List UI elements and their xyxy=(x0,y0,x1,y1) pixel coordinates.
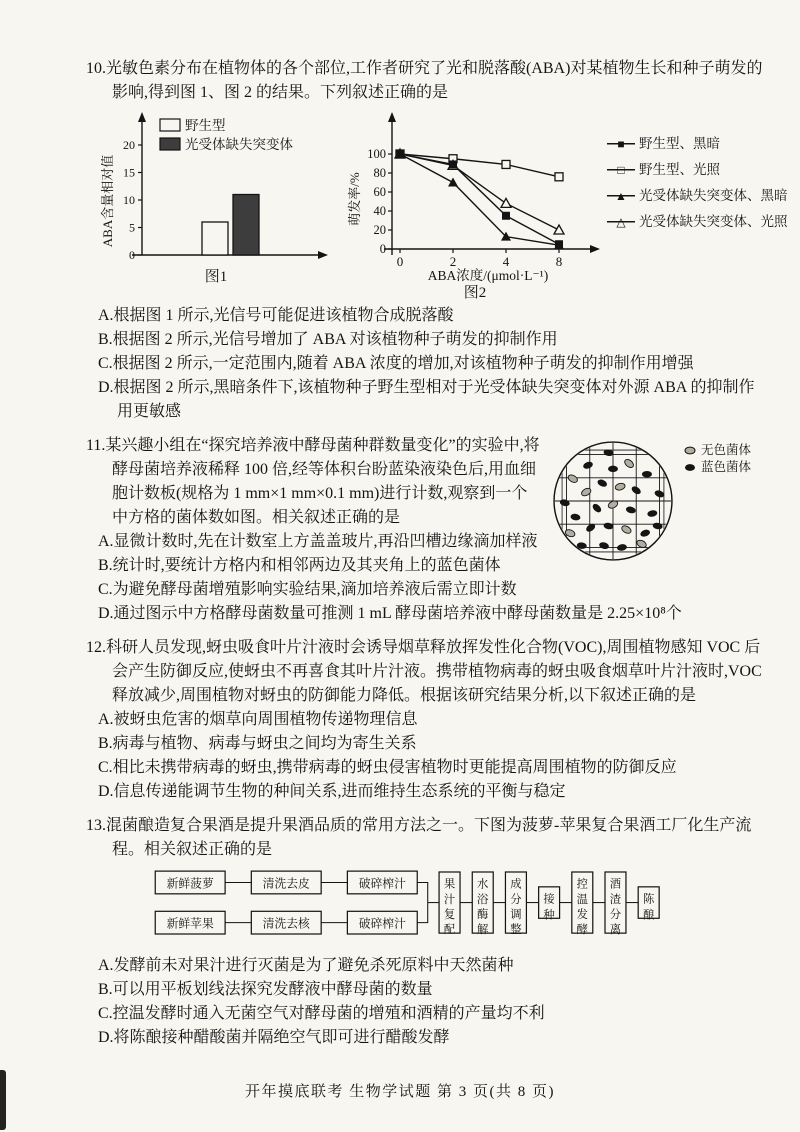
option: B.统计时,要统计方格内和相邻两边及其夹角上的蓝色菌体 xyxy=(98,557,501,574)
svg-text:接: 接 xyxy=(543,893,555,906)
question-10-options xyxy=(86,304,768,424)
option: D.根据图 2 所示,黑暗条件下,该植物种子野生型相对于光受体缺失突变体对外源 ABA 的抑制作用更敏感 xyxy=(98,379,755,420)
svg-text:8: 8 xyxy=(555,254,563,269)
legend-item xyxy=(606,157,788,183)
svg-text:发: 发 xyxy=(576,908,588,921)
legend-label: 野生型、黑暗 xyxy=(639,136,720,151)
option: B.可以用平板划线法探究发酵液中酵母菌的数量 xyxy=(98,981,433,998)
footer-text: 开年摸底联考 生物学试题 第 3 页(共 8 页) xyxy=(245,1084,555,1100)
svg-text:光受体缺失突变体: 光受体缺失突变体 xyxy=(185,137,293,152)
figure-2 xyxy=(346,109,788,302)
svg-text:60: 60 xyxy=(373,185,386,199)
svg-text:种: 种 xyxy=(543,909,555,922)
svg-text:5: 5 xyxy=(129,220,135,235)
question-10 xyxy=(86,57,788,424)
svg-text:萌发率/%: 萌发率/% xyxy=(347,172,362,226)
option: C.为避免酵母菌增殖影响实验结果,滴加培养液后需立即计数 xyxy=(98,581,517,598)
legend-label: 无色菌体 xyxy=(701,443,752,457)
question-10-stem: 10.光敏色素分布在植物体的各个部位,工作者研究了光和脱落酸(ABA)对某植物生长和种子萌发的影响,得到图 1、图 2 的结果。下列叙述正确的是 xyxy=(86,60,763,101)
hemocytometer-figure xyxy=(546,434,768,568)
page-content xyxy=(86,57,788,1060)
option: C.控温发酵时通入无菌空气对酵母菌的增殖和酒精的产量均不利 xyxy=(98,1005,545,1022)
question-11-stem: 11.某兴趣小组在“探究培养液中酵母菌种群数量变化”的实验中,将酵母菌培养液稀释 100 倍,经等体积台盼蓝染液染色后,用血细胞计数板(规格为 1 mm×1 mm×0.1 mm)进行计数,观察到一个中方格的菌体数如图。相关叙述正确的是 xyxy=(86,437,540,526)
svg-text:20: 20 xyxy=(373,223,386,237)
legend-label: 光受体缺失突变体、光照 xyxy=(639,214,788,229)
svg-text:分: 分 xyxy=(609,908,622,921)
question-13-stem: 13.混菌酿造复合果酒是提升果酒品质的常用方法之一。下图为菠萝-苹果复合果酒工厂化生产流程。相关叙述正确的是 xyxy=(86,817,752,858)
svg-text:整: 整 xyxy=(510,924,522,937)
svg-text:10: 10 xyxy=(123,193,135,207)
legend-item xyxy=(606,131,788,157)
svg-text:酿: 酿 xyxy=(643,909,655,922)
option: B.病毒与植物、病毒与蚜虫之间均为寄生关系 xyxy=(98,735,417,752)
question-11 xyxy=(86,434,768,626)
svg-text:清洗去核: 清洗去核 xyxy=(262,916,310,931)
svg-text:陈: 陈 xyxy=(643,893,655,906)
colorless-cell-icon xyxy=(682,445,698,456)
option: A.显微计数时,先在计数室上方盖盖玻片,再沿凹槽边缘滴加样液 xyxy=(98,533,538,550)
legend-item xyxy=(682,459,751,476)
hemocytometer-diagram xyxy=(546,434,680,568)
series-marker-icon: ■ xyxy=(606,131,636,157)
hemocytometer-legend xyxy=(682,442,751,476)
svg-text:0: 0 xyxy=(396,254,404,269)
svg-text:浴: 浴 xyxy=(477,893,489,906)
series-marker-icon: ▲ xyxy=(606,183,636,209)
svg-text:汁: 汁 xyxy=(443,893,456,906)
svg-text:破碎榨汁: 破碎榨汁 xyxy=(358,876,406,891)
svg-text:酶: 酶 xyxy=(477,908,489,921)
page-footer xyxy=(0,1080,800,1101)
option: D.信息传递能调节生物的种间关系,进而维持生态系统的平衡与稳定 xyxy=(98,783,566,800)
option: B.根据图 2 所示,光信号增加了 ABA 对该植物种子萌发的抑制作用 xyxy=(98,331,558,348)
svg-text:20: 20 xyxy=(123,138,135,152)
svg-text:果: 果 xyxy=(443,878,456,891)
svg-text:控: 控 xyxy=(576,878,588,891)
svg-text:2: 2 xyxy=(449,254,457,269)
figure-2-caption: 图2 xyxy=(463,285,487,301)
svg-text:解: 解 xyxy=(477,924,489,937)
question-13-options xyxy=(86,954,768,1050)
svg-text:分: 分 xyxy=(510,893,522,906)
series-marker-icon: □ xyxy=(606,157,636,183)
svg-text:调: 调 xyxy=(510,908,522,921)
svg-text:配: 配 xyxy=(443,924,456,937)
svg-text:新鲜菠萝: 新鲜菠萝 xyxy=(166,876,214,891)
legend-item xyxy=(606,209,788,235)
svg-text:酒: 酒 xyxy=(609,878,622,891)
svg-text:野生型: 野生型 xyxy=(185,118,226,133)
option: A.根据图 1 所示,光信号可能促进该植物合成脱落酸 xyxy=(98,307,454,324)
question-12-stem: 12.科研人员发现,蚜虫吸食叶片汁液时会诱导烟草释放挥发性化合物(VOC),周围植物感知 VOC 后会产生防御反应,使蚜虫不再喜食其叶片汁液。携带植物病毒的蚜虫吸食烟草叶片汁液时,VOC 释放减少,周围植物对蚜虫的防御能力降低。根据该研究结果分析,以下叙述正确的是 xyxy=(86,639,762,704)
line-chart xyxy=(346,109,604,283)
svg-text:水: 水 xyxy=(477,878,489,891)
svg-text:0: 0 xyxy=(379,242,386,256)
option: A.发酵前未对果汁进行灭菌是为了避免杀死原料中天然菌种 xyxy=(98,957,514,974)
figure-1-caption: 图1 xyxy=(204,269,228,285)
question-12-options xyxy=(86,708,768,804)
blue-cell-icon xyxy=(682,462,698,473)
option: D.通过图示中方格酵母菌数量可推测 1 mL 酵母菌培养液中酵母菌数量是 2.25×10⁸个 xyxy=(98,605,682,622)
legend-label: 野生型、光照 xyxy=(639,162,720,177)
svg-text:渣: 渣 xyxy=(609,893,622,906)
svg-text:ABA浓度/(μmol·L⁻¹): ABA浓度/(μmol·L⁻¹) xyxy=(427,268,549,283)
flowchart-diagram xyxy=(150,865,674,941)
svg-text:清洗去皮: 清洗去皮 xyxy=(262,876,310,891)
svg-text:破碎榨汁: 破碎榨汁 xyxy=(358,916,406,931)
svg-text:0: 0 xyxy=(129,248,135,262)
svg-text:4: 4 xyxy=(502,254,510,269)
figure-1 xyxy=(100,109,332,286)
svg-text:40: 40 xyxy=(373,204,386,218)
svg-text:成: 成 xyxy=(510,878,522,891)
legend-item xyxy=(682,442,751,459)
svg-text:离: 离 xyxy=(609,924,622,937)
legend-label: 蓝色菌体 xyxy=(701,460,752,474)
svg-text:温: 温 xyxy=(576,893,588,906)
option: A.被蚜虫危害的烟草向周围植物传递物理信息 xyxy=(98,711,418,728)
option: C.相比未携带病毒的蚜虫,携带病毒的蚜虫侵害植物时更能提高周围植物的防御反应 xyxy=(98,759,677,776)
figure-2-body xyxy=(346,109,788,302)
series-marker-icon: △ xyxy=(606,209,636,235)
svg-text:酵: 酵 xyxy=(576,924,588,937)
bar-chart xyxy=(100,109,332,267)
question-13 xyxy=(86,814,768,1050)
option: C.根据图 2 所示,一定范围内,随着 ABA 浓度的增加,对该植物种子萌发的抑制作用增强 xyxy=(98,355,694,372)
svg-text:ABA含量相对值: ABA含量相对值 xyxy=(100,154,115,248)
svg-text:80: 80 xyxy=(373,166,386,180)
svg-text:复: 复 xyxy=(443,908,456,921)
legend-item xyxy=(606,183,788,209)
question-12 xyxy=(86,636,768,804)
svg-text:100: 100 xyxy=(367,147,386,161)
production-flowchart xyxy=(150,865,768,949)
legend-label: 光受体缺失突变体、黑暗 xyxy=(639,188,788,203)
option: D.将陈酿接种醋酸菌并隔绝空气即可进行醋酸发酵 xyxy=(98,1029,450,1046)
line-chart-legend xyxy=(606,131,788,235)
svg-text:15: 15 xyxy=(123,165,135,180)
svg-text:新鲜苹果: 新鲜苹果 xyxy=(166,916,214,931)
question-10-figures xyxy=(90,109,788,302)
